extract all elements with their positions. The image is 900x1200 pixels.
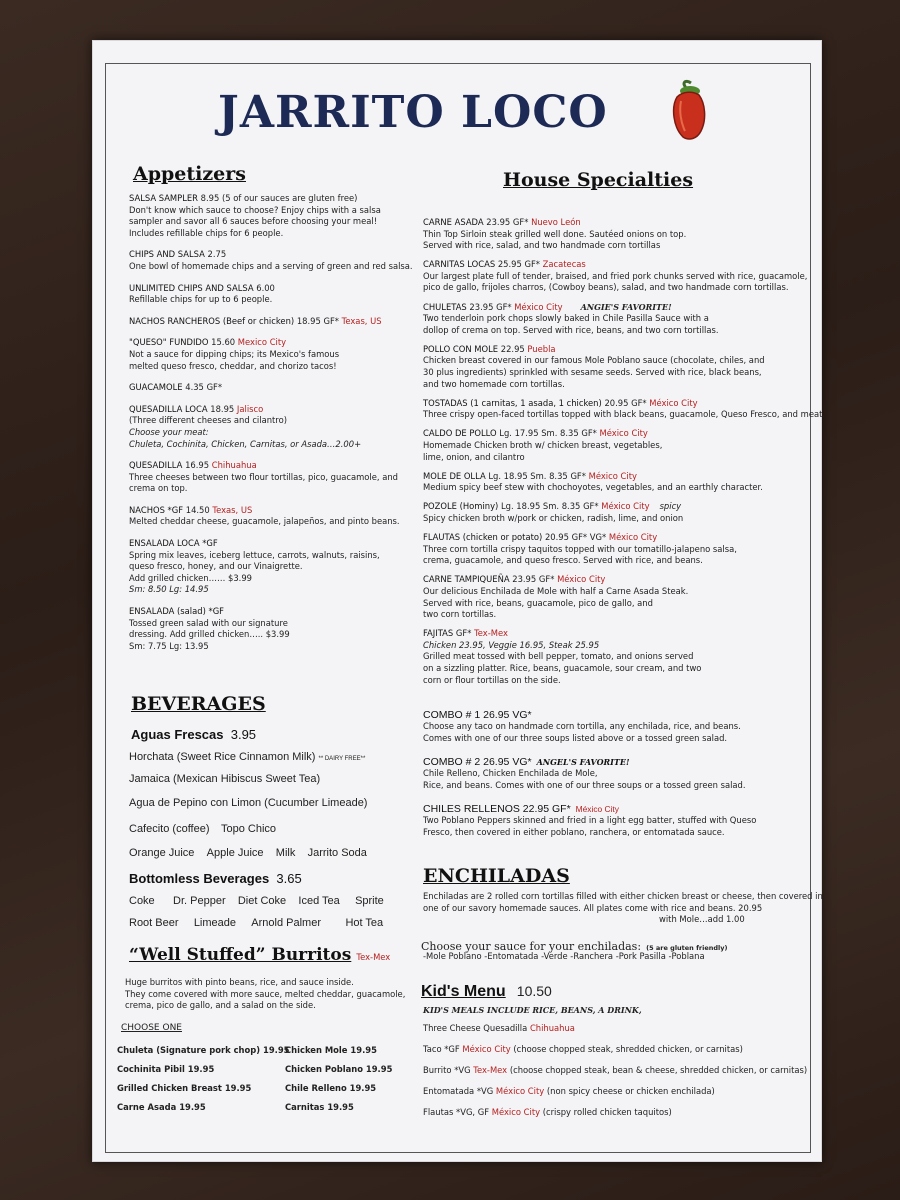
item-name: CARNITAS LOCAS [423,259,496,270]
region-tag: México City [599,428,648,439]
item-name: FLAUTAS (chicken or potato) [423,532,543,543]
item-description: Spring mix leaves, iceberg lettuce, carrots, walnuts, raisins, [129,549,380,560]
bottomless-line: Bottomless Beverages 3.65 [129,871,302,886]
item-name: POZOLE (Hominy) [423,501,499,512]
region-tag: Nuevo León [531,217,581,227]
dietary-tag: GF* [323,315,339,326]
item-name: SALSA SAMPLER [129,193,198,203]
region-tag: México City [495,1086,545,1096]
item-extra: (5 of our sauces are gluten free) [219,193,358,203]
burritos-right-list [285,1045,392,1121]
burrito-name: Chicken Poblano [285,1064,363,1074]
region-tag: Tex-Mex [473,1065,508,1075]
menu-item [423,471,813,494]
item-description: crema, guacamole, and queso fresco. Served with rice, and beans. [423,555,703,566]
item-description: Tossed green salad with our signature [129,617,288,628]
combo-name: COMBO # 2 [423,756,481,769]
kids-item-description: (crispy rolled chicken taquitos) [540,1107,672,1117]
item-description: on a sizzling platter. Rice, beans, guacamole, sour cream, and two [423,663,702,673]
burritos-region: Tex-Mex [356,952,391,962]
menu-item-title [423,428,813,440]
jamaica-line: Jamaica (Mexican Hibiscus Sweet Tea) [129,773,321,785]
item-name: CALDO DE POLLO [423,428,497,439]
item-price: 14.50 [185,504,210,515]
item-detail: Chuleta, Cochinita, Chicken, Carnitas, or Asada…2.00+ [129,438,362,449]
kids-menu-subtitle: KID'S MEALS INCLUDE RICE, BEANS, A DRINK, [423,1005,642,1015]
item-description: Spicy chicken broth w/pork or chicken, radish, lime, and onion [423,512,684,523]
item-name: CHIPS AND SALSA [129,249,205,260]
item-description: crema on top. [129,483,188,494]
burrito-price: 19.95 [327,1102,354,1112]
combo-description: Chile Relleno, Chicken Enchilada de Mole, [423,768,598,779]
item-description: Chicken breast covered in our famous Mole Poblano sauce (chocolate, chiles, and [423,355,765,366]
menu-item-title [423,302,813,314]
menu-item [423,344,813,390]
region-tag: México City [588,470,637,481]
item-name: UNLIMITED CHIPS AND SALSA [129,282,254,293]
item-description: Our largest plate full of tender, braised, and fried pork chunks served with rice, guacamole, [423,270,808,281]
kids-item-name: Flautas *VG, GF [423,1107,490,1117]
burrito-name: Grilled Chicken Breast [117,1083,222,1093]
item-price: 8.95 [200,193,220,203]
dietary-tag: GF* [552,803,571,816]
item-description: and two homemade corn tortillas. [423,378,565,389]
burrito-name: Carnitas [285,1102,325,1112]
menu-item [423,259,813,294]
item-name: MOLE DE OLLA [423,470,486,481]
kids-item [423,1065,807,1075]
item-description: Add grilled chicken…… $3.99 [129,572,252,583]
combo-title [423,709,813,721]
item-name: NACHOS *GF [129,504,184,515]
kids-menu-price: 10.50 [516,983,552,999]
burrito-option [285,1045,392,1055]
item-detail: Chicken 23.95, Veggie 16.95, Steak 25.95 [423,639,600,650]
dietary-tag: GF* [524,259,540,270]
sauce-choice-line: Choose your sauce for your enchiladas: (5 are gluten friendly) [421,940,728,953]
item-name: ENSALADA LOCA *GF [129,538,218,549]
item-description: dollop of crema on top. Served with rice, beans, and two corn tortillas. [423,324,719,335]
combo-description: Rice, and beans. Comes with one of our three soups or a tossed green salad. [423,779,746,790]
burrito-option [285,1083,392,1093]
menu-item-title [423,574,813,586]
burrito-name: Chicken Mole [285,1045,348,1055]
combo-title [423,756,813,768]
item-description: Three cheeses between two flour tortillas, pico, guacamole, and [129,471,398,482]
item-price: 16.95 [185,460,210,471]
menu-item-title [129,193,409,205]
kids-item-description: (non spicy cheese or chicken enchilada) [544,1086,715,1096]
item-name: CHULETAS [423,301,467,312]
item-price: 20.95 [544,532,569,543]
combo-description: Choose any taco on handmade corn tortilla, any enchilada, rice, and beans. [423,721,741,731]
dietary-tag: GF* [631,397,647,408]
burrito-option [285,1064,392,1074]
soda-row-1: Coke Dr. Pepper Diet Coke Iced Tea Sprite [129,895,384,907]
topo-chico-line: Topo Chico [221,823,277,835]
menu-item [129,404,409,450]
item-price: 6.00 [256,282,275,293]
region-tag: Tex-Mex [474,628,508,639]
dietary-tag: GF* VG* [571,532,607,543]
soda-row-2: Root Beer Limeade Arnold Palmer Hot Tea [129,917,384,929]
item-price: 22.95 [500,343,525,354]
region-tag: Zacatecas [542,259,586,270]
item-name: FAJITAS [423,628,454,639]
restaurant-title: JARRITO LOCO [218,87,608,138]
enchiladas-description [423,891,823,914]
kids-item [423,1107,807,1117]
kids-heading-row [421,981,552,1001]
burrito-price: 19.95 [263,1045,290,1055]
item-price: 2.75 [207,249,227,260]
item-price: 18.95 [296,315,321,326]
horchata-line: Horchata (Sweet Rice Cinnamon Milk) ** DAIRY FREE** [129,751,366,763]
favorite-note: ANGIE'S FAVORITE! [580,301,672,312]
beverages-heading: BEVERAGES [131,693,266,715]
menu-item-title [423,398,813,410]
choose-one-label: CHOOSE ONE [121,1023,182,1033]
item-description: pico de gallo, frijoles charros, (Cowboy beans), salad, and two handmade corn tortillas. [423,282,789,293]
burritos-heading: “Well Stuffed” Burritos [129,945,352,965]
menu-item-title [129,505,409,517]
combo-price: 22.95 [522,803,550,816]
burritos-description-line: Huge burritos with pinto beans, rice, and sauce inside. [125,977,354,987]
pepino-line: Agua de Pepino con Limon (Cucumber Limeade) [129,797,368,809]
dietary-tag: GF* [455,628,472,639]
dietary-tag: GF* [496,301,512,312]
menu-item-title [129,283,409,295]
burrito-option [117,1064,290,1074]
item-name: QUESADILLA [129,460,183,471]
kids-menu-heading: Kid's Menu [421,983,506,1000]
enchiladas-description-line: one of our savory homemade sauces. All plates come with rice and beans. 20.95 [423,902,763,913]
menu-item [423,217,813,252]
menu-item [129,249,413,272]
region-tag: Chihuahua [211,460,257,471]
region-tag: México City [649,397,698,408]
item-name: QUESADILLA LOCA [129,403,208,414]
item-description: Three crispy open-faced tortillas topped with black beans, guacamole, Queso Fresco, and meat. [423,409,826,420]
menu-item-title [129,337,409,349]
item-detail: Choose your meat: [129,426,209,437]
kids-item-description: (choose chopped steak, shredded chicken, or carnitas) [510,1044,743,1054]
kids-item [423,1044,807,1054]
item-description: (Three different cheeses and cilantro) [129,415,287,426]
burrito-option [117,1045,290,1055]
combos-list [423,709,813,851]
item-description: Two tenderloin pork chops slowly baked in Chile Pasilla Sauce with a [423,313,709,324]
item-name: NACHOS RANCHEROS (Beef or chicken) [129,315,295,326]
item-description: Sm: 7.75 Lg: 13.95 [129,640,209,651]
item-description: 30 plus ingredients) sprinkled with sesame seeds. Served with rice, black beans, [423,367,762,378]
item-name: TOSTADAS (1 carnitas, 1 asada, 1 chicken) [423,397,602,408]
item-price: 23.95 [469,301,494,312]
enchiladas-heading: ENCHILADAS [423,865,570,887]
dietary-tag: GF* [570,470,586,481]
menu-item [129,283,409,306]
burrito-price: 19.95 [179,1102,206,1112]
item-description: Served with rice, salad, and two handmade corn tortillas [423,240,661,251]
item-price: 15.60 [211,337,236,348]
region-tag: México City [608,532,658,543]
menu-item-title [129,249,409,261]
region-tag: Texas, US [341,315,382,326]
house-specialties-list [423,217,826,694]
combo-item [423,756,813,791]
menu-item-title [129,460,409,472]
combo-name: CHILES RELLENOS [423,803,520,816]
item-description: lime, onion, and cilantro [423,451,525,462]
item-name: POLLO CON MOLE [423,343,499,354]
item-price: 23.95 [486,217,511,227]
burrito-price: 19.95 [224,1083,252,1093]
menu-item [423,501,813,524]
menu-item [423,428,813,463]
spicy-tag: spicy [659,501,682,512]
menu-item [129,316,409,328]
item-name: CARNE ASADA [423,217,484,227]
item-price: 20.95 [604,397,629,408]
burritos-heading-row [129,945,390,965]
item-price: Lg. 18.95 Sm. 8.35 [500,501,581,512]
burrito-price: 19.95 [350,1045,377,1055]
juice-row: Orange Juice Apple Juice Milk Jarrito Soda [129,847,367,859]
combo-item [423,709,813,744]
burrito-price: 19.95 [349,1083,377,1093]
item-name: ENSALADA (salad) *GF [129,606,225,617]
menu-item-title [423,532,813,544]
item-price: 4.35 [185,382,204,393]
menu-item [129,193,409,239]
menu-item-title [129,538,409,550]
region-tag: México City [601,501,650,512]
item-description: sampler and savor all 6 sauces before choosing your meal! [129,216,378,227]
combo-price: 26.95 [483,756,510,769]
combo-description: Fresco, then covered in either poblano, ranchera, or entomatada sauce. [423,826,725,837]
menu-item-title [423,259,813,271]
menu-item [129,538,409,596]
sauce-options: -Mole Poblano -Entomatada -Verde -Ranchera -Pork Pasilla -Poblana [423,951,705,961]
item-price: Lg. 17.95 Sm. 8.35 [499,428,579,439]
item-description: Homemade Chicken broth w/ chicken breast, vegetables, [423,440,663,450]
menu-sheet [92,40,826,1162]
item-price: 23.95 [512,574,537,585]
menu-item [129,460,409,495]
house-specialties-heading: House Specialties [503,169,694,191]
region-tag: Texas, US [212,504,253,515]
item-description: One bowl of homemade chips and a serving of green and red salsa. [129,260,413,271]
menu-item-title [129,382,409,394]
menu-item [423,532,813,567]
favorite-note: ANGEL'S FAVORITE! [536,757,630,768]
kids-item-name: Three Cheese Quesadilla [423,1023,528,1033]
item-description: dressing. Add grilled chicken….. $3.99 [129,629,290,640]
region-tag: México City [462,1044,511,1054]
combo-description: Two Poblano Peppers skinned and fried in a light egg batter, stuffed with Queso [423,815,757,826]
menu-item-title [423,628,813,640]
menu-item [423,574,813,620]
item-description: Medium spicy beef stew with chochoyotes, vegetables, and an earthly character. [423,482,763,493]
region-tag: Jalisco [236,403,264,414]
item-price: Lg. 18.95 Sm. 8.35 [488,470,568,481]
dietary-tag: VG* [512,709,532,721]
aguas-frescas-line: Aguas Frescas 3.95 [131,727,257,742]
item-description: queso fresco, honey, and our Vinaigrette. [129,561,303,572]
combo-description: Comes with one of our three soups listed above or a tossed green salad. [423,732,728,743]
appetizers-heading: Appetizers [133,163,246,185]
kids-item-name: Entomatada *VG [423,1086,494,1096]
kids-item [423,1023,807,1033]
menu-item [129,505,409,528]
item-description: two corn tortillas. [423,609,497,620]
combo-name: COMBO # 1 [423,709,481,721]
combo-title [423,803,813,815]
dietary-tag: GF* [538,574,555,585]
item-name: GUACAMOLE [129,382,183,393]
menu-item-title [129,316,409,328]
combo-price: 26.95 [483,709,510,721]
combo-item [423,803,813,838]
burrito-option [117,1102,290,1112]
region-tag: México City [514,301,563,312]
burrito-price: 19.95 [187,1064,215,1074]
kids-item-name: Taco *GF [423,1044,460,1054]
region-tag: Mexico City [237,337,287,348]
menu-item [129,606,409,652]
item-description: Not a sauce for dipping chips; its Mexico's famous [129,348,340,359]
burrito-option [285,1102,392,1112]
dietary-tag: VG* [512,756,532,769]
menu-item-title [129,404,409,416]
dietary-tag: GF* [512,217,529,227]
kids-item-description: (choose chopped steak, bean & cheese, shredded chicken, or carnitas) [507,1065,808,1075]
burrito-name: Cochinita Pibil [117,1064,185,1074]
burritos-description-line: crema, pico de gallo, and a salad on the side. [125,1000,316,1011]
burrito-option [117,1083,290,1093]
item-description: Grilled meat tossed with bell pepper, tomato, and onions served [423,651,694,662]
menu-item-title [423,217,813,229]
appetizers-list [129,193,413,662]
burrito-name: Carne Asada [117,1102,177,1112]
menu-item-title [129,606,409,618]
menu-item [423,628,813,686]
enchiladas-description-line: Enchiladas are 2 rolled corn tortillas filled with either chicken breast or cheese, then covered in [423,891,823,901]
item-description: Don't know which sauce to choose? Enjoy chips with a salsa [129,204,381,215]
dietary-tag: GF* [581,428,597,439]
kids-item [423,1086,807,1096]
menu-item [423,397,826,421]
menu-item [423,302,813,337]
region-tag: México City [557,574,606,585]
region-tag: México City [575,804,619,815]
item-description: corn or flour tortillas on the side. [423,674,561,685]
region-tag: Puebla [527,343,556,354]
item-detail: Sm: 8.50 Lg: 14.95 [129,584,209,595]
menu-item-title [423,471,813,483]
item-price: 25.95 [497,259,522,270]
kids-item-name: Burrito *VG [423,1065,471,1075]
burrito-name: Chile Relleno [285,1083,347,1093]
item-description: Served with rice, beans, guacamole, pico de gallo, and [423,597,653,608]
menu-item [129,337,409,372]
item-name: CARNE TAMPIQUEÑA [423,574,510,585]
menu-item [129,382,409,394]
pepper-jar-icon [663,79,713,141]
kids-menu-list [423,1023,807,1128]
item-description: Three corn tortilla crispy taquitos topped with our tomatillo-jalapeno salsa, [423,543,737,554]
region-tag: Chihuahua [529,1023,575,1033]
dietary-tag: GF* [583,501,599,512]
menu-item-title [423,501,813,513]
item-description: Melted cheddar cheese, guacamole, jalapeños, and pinto beans. [129,516,400,527]
burrito-name: Chuleta (Signature pork chop) [117,1045,261,1055]
burritos-left-list [117,1045,290,1121]
item-price: 18.95 [210,403,235,414]
burritos-description-line: They come covered with more sauce, melted cheddar, guacamole, [125,988,406,999]
item-name: "QUESO" FUNDIDO [129,337,209,348]
item-description: melted queso fresco, cheddar, and chorizo tacos! [129,360,337,371]
burritos-description [125,977,405,1012]
burrito-price: 19.95 [365,1064,393,1074]
item-description: Includes refillable chips for 6 people. [129,227,284,238]
item-description: Refillable chips for up to 6 people. [129,294,273,305]
cafecito-line: Cafecito (coffee) [129,823,210,835]
item-description: Our delicious Enchilada de Mole with half a Carne Asada Steak. [423,585,689,596]
menu-item-title [423,344,813,356]
region-tag: México City [491,1107,541,1117]
dietary-tag: GF* [206,382,223,393]
item-description: Thin Top Sirloin steak grilled well done. Sautéed onions on top. [423,228,687,239]
enchiladas-mole-note: with Mole…add 1.00 [659,914,745,924]
